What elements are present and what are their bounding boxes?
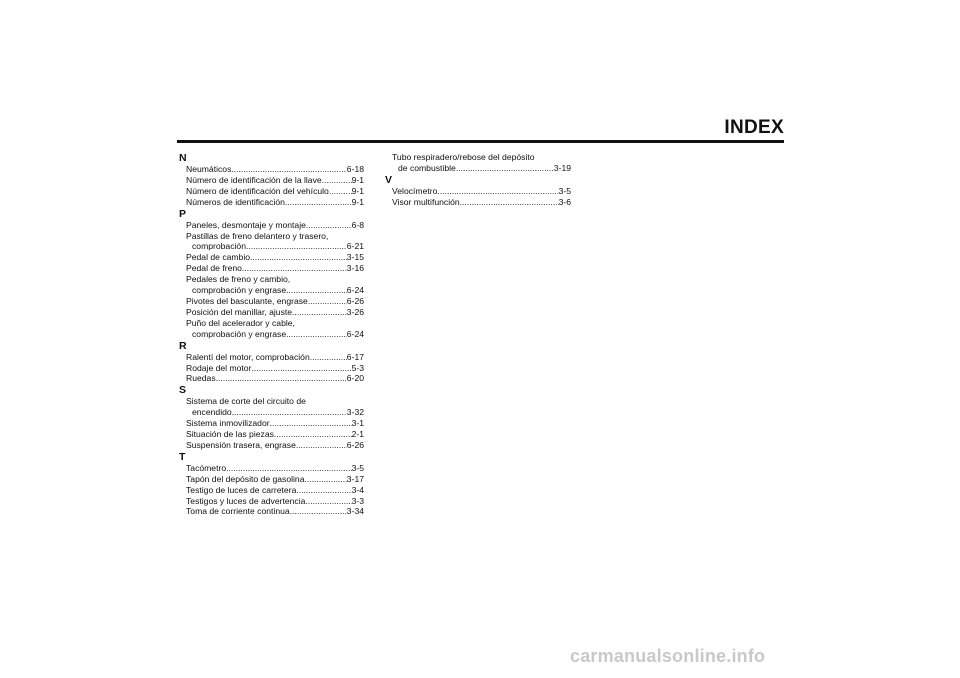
index-entry [179, 164, 364, 175]
index-entry [179, 220, 364, 231]
index-letter: T [179, 450, 186, 463]
dot-leader [305, 474, 347, 485]
index-entry-text: encendido [192, 407, 232, 418]
index-entry-page[interactable]: 6-26 [346, 295, 364, 306]
index-entry [385, 197, 571, 208]
index-entry-page[interactable]: 6-20 [346, 373, 364, 384]
index-entry-text: Pivotes del basculante, engrase [186, 295, 308, 306]
index-entry-text: Tapón del depósito de gasolina [186, 473, 305, 484]
index-entry-page[interactable]: 3-16 [346, 263, 364, 274]
index-entry [179, 463, 364, 474]
index-entry-text: Ralentí del motor, comprobación [186, 351, 310, 362]
index-entry-text: comprobación y engrase [192, 285, 287, 296]
index-entry-text: Toma de corriente continua [186, 506, 290, 517]
dot-leader [285, 197, 352, 208]
dot-leader [286, 285, 347, 296]
dot-leader [250, 252, 347, 263]
index-entry [179, 263, 364, 274]
index-entry [385, 163, 571, 174]
index-entry-text: Número de identificación del vehículo [186, 185, 329, 196]
index-entry-page[interactable]: 6-21 [346, 241, 364, 252]
dot-leader [270, 418, 352, 429]
dot-leader [310, 352, 347, 363]
index-entry-text: Testigo de luces de carretera [186, 484, 297, 495]
watermark: carmanualsonline.info [570, 646, 766, 666]
index-entry-page[interactable]: 6-18 [346, 164, 364, 174]
dot-leader [305, 496, 351, 507]
index-entry-page[interactable]: 3-19 [553, 162, 571, 173]
index-column-right [385, 152, 571, 208]
index-entry [179, 474, 364, 485]
index-entry-page[interactable]: 3-5 [558, 185, 571, 196]
index-entry-text: Pedal de freno [186, 263, 242, 274]
dot-leader [232, 407, 347, 418]
index-entry-text: Situación de las piezas [186, 429, 274, 440]
index-entry [179, 252, 364, 263]
index-entry [179, 186, 364, 197]
index-entry-line: Sistema de corte del circuito de [186, 396, 306, 407]
index-entry [385, 186, 571, 197]
index-entry-page[interactable]: 3-26 [346, 306, 364, 317]
dot-leader [329, 186, 352, 197]
index-entry [179, 373, 364, 384]
index-entry-page[interactable]: 3-17 [346, 473, 364, 484]
index-entry-page[interactable]: 3-5 [351, 462, 364, 473]
index-entry-text: Visor multifunción [392, 196, 460, 207]
index-entry [179, 296, 364, 307]
index-entry-line: Puño del acelerador y cable, [186, 317, 295, 328]
index-entry [179, 329, 364, 340]
page-title: INDEX [724, 117, 784, 138]
index-entry-page[interactable]: 3-3 [351, 495, 364, 506]
index-entry-page[interactable]: 3-4 [351, 484, 364, 495]
dot-leader [296, 485, 351, 496]
dot-leader [296, 440, 347, 451]
index-letter: P [179, 207, 187, 220]
index-entry-text: Rodaje del motor [186, 362, 252, 373]
index-entry [179, 307, 364, 318]
index-entry [179, 363, 364, 374]
header-rule [177, 140, 784, 143]
index-entry-page[interactable]: 6-17 [346, 351, 364, 362]
index-entry-page[interactable]: 3-1 [351, 418, 364, 429]
index-entry-text: Suspensión trasera, engrase [186, 439, 296, 450]
index-entry-text: Sistema inmovilizador [186, 418, 270, 429]
index-entry-page[interactable]: 6-24 [346, 285, 364, 296]
dot-leader [251, 363, 351, 374]
dot-leader [290, 506, 347, 517]
index-entry-text: Ruedas [186, 373, 216, 384]
index-entry-page[interactable]: 6-26 [346, 439, 364, 450]
index-entry-page[interactable]: 6-24 [346, 328, 364, 339]
index-entry [179, 197, 364, 208]
index-entry-page[interactable]: 2-1 [351, 429, 364, 440]
index-entry-line: Pedales de freno y cambio, [186, 274, 291, 285]
index-entry-page[interactable]: 6-8 [351, 219, 364, 230]
dot-leader [306, 220, 352, 231]
dot-leader [437, 186, 558, 197]
index-entry-text: Velocímetro [392, 185, 438, 196]
index-entry [179, 418, 364, 429]
index-entry-page[interactable]: 3-15 [346, 252, 364, 263]
index-entry-page[interactable]: 9-1 [351, 185, 364, 196]
index-entry-text: Pedal de cambio [186, 252, 251, 263]
index-entry [179, 175, 364, 186]
index-letter: V [385, 173, 393, 186]
dot-leader [216, 373, 347, 384]
index-entry [179, 485, 364, 496]
dot-leader [456, 163, 554, 174]
dot-leader [292, 307, 347, 318]
index-entry [179, 352, 364, 363]
dot-leader [460, 197, 559, 208]
index-entry [179, 429, 364, 440]
index-entry [179, 241, 364, 252]
index-entry-text: de combustible [398, 162, 456, 173]
index-entry-text: Testigos y luces de advertencia [186, 495, 306, 506]
index-entry-text: Neumáticos [186, 164, 232, 174]
index-entry-page[interactable]: 9-1 [351, 174, 364, 185]
dot-leader [274, 429, 352, 440]
index-entry-page[interactable]: 9-1 [351, 196, 364, 207]
index-entry-page[interactable]: 3-32 [346, 407, 364, 418]
index-entry-text: comprobación y engrase [192, 328, 287, 339]
index-entry-page[interactable]: 3-34 [346, 506, 364, 517]
index-entry [179, 285, 364, 296]
index-entry-text: Posición del manillar, ajuste [186, 306, 293, 317]
index-entry-line: Tubo respiradero/rebose del depósito [392, 152, 535, 162]
dot-leader [226, 463, 351, 474]
index-entry-line: Pastillas de freno delantero y trasero, [186, 230, 329, 241]
index-letter: R [179, 339, 187, 352]
index-entry [179, 440, 364, 451]
index-entry [179, 496, 364, 507]
dot-leader [286, 329, 347, 340]
index-entry-text: comprobación [192, 241, 246, 252]
dot-leader [246, 241, 347, 252]
dot-leader [308, 296, 347, 307]
index-entry [179, 506, 364, 517]
index-entry [179, 407, 364, 418]
index-entry-page[interactable]: 5-3 [351, 362, 364, 373]
dot-leader [322, 175, 352, 186]
index-entry-page[interactable]: 3-6 [558, 196, 571, 207]
index-letter: S [179, 384, 187, 397]
index-entry-text: Números de identificación [186, 196, 285, 207]
index-entry-text: Tacómetro [186, 462, 227, 473]
index-letter: N [179, 152, 187, 164]
index-entry-text: Paneles, desmontaje y montaje [186, 219, 306, 230]
index-entry-text: Número de identificación de la llave [186, 174, 322, 185]
index-column-left [179, 152, 364, 517]
dot-leader [231, 164, 346, 175]
dot-leader [242, 263, 347, 274]
